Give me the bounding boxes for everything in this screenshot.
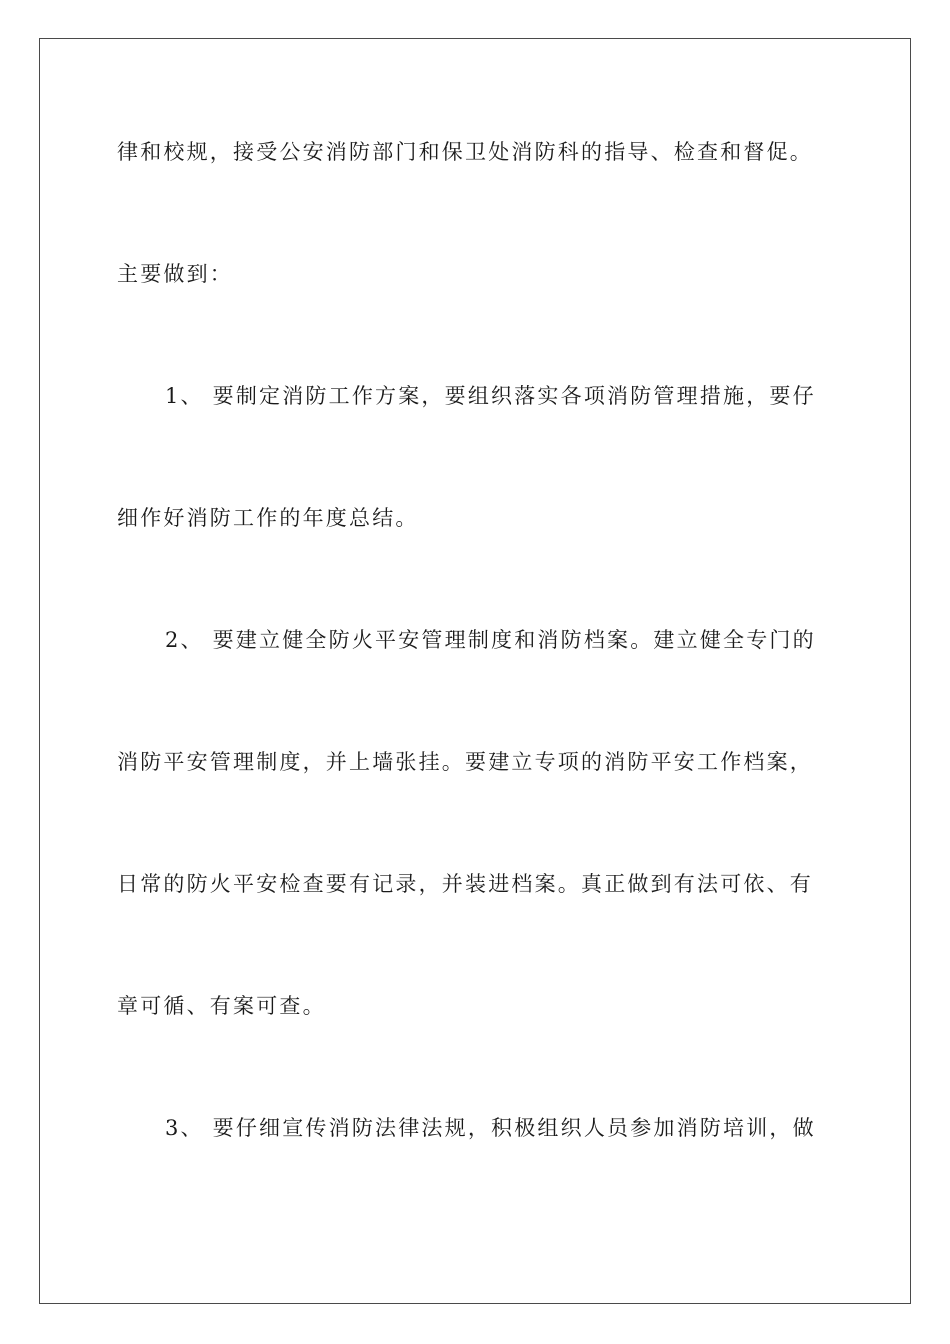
text-line: 消防平安管理制度，并上墙张挂。要建立专项的消防平安工作档案， [117, 750, 813, 774]
text-line: 章可循、有案可查。 [117, 994, 326, 1018]
text-line: 日常的防火平安检查要有记录，并装进档案。真正做到有法可依、有 [117, 872, 813, 896]
list-item-1-line: 1、 要制定消防工作方案，要组织落实各项消防管理措施，要仔 [165, 384, 816, 408]
text-line: 细作好消防工作的年度总结。 [117, 506, 419, 530]
text-line: 主要做到： [117, 262, 233, 286]
text-line: 律和校规，接受公安消防部门和保卫处消防科的指导、检查和督促。 [117, 140, 813, 164]
list-item-2-line: 2、 要建立健全防火平安管理制度和消防档案。建立健全专门的 [165, 628, 816, 652]
list-item-3-line: 3、 要仔细宣传消防法律法规，积极组织人员参加消防培训，做 [165, 1116, 816, 1140]
